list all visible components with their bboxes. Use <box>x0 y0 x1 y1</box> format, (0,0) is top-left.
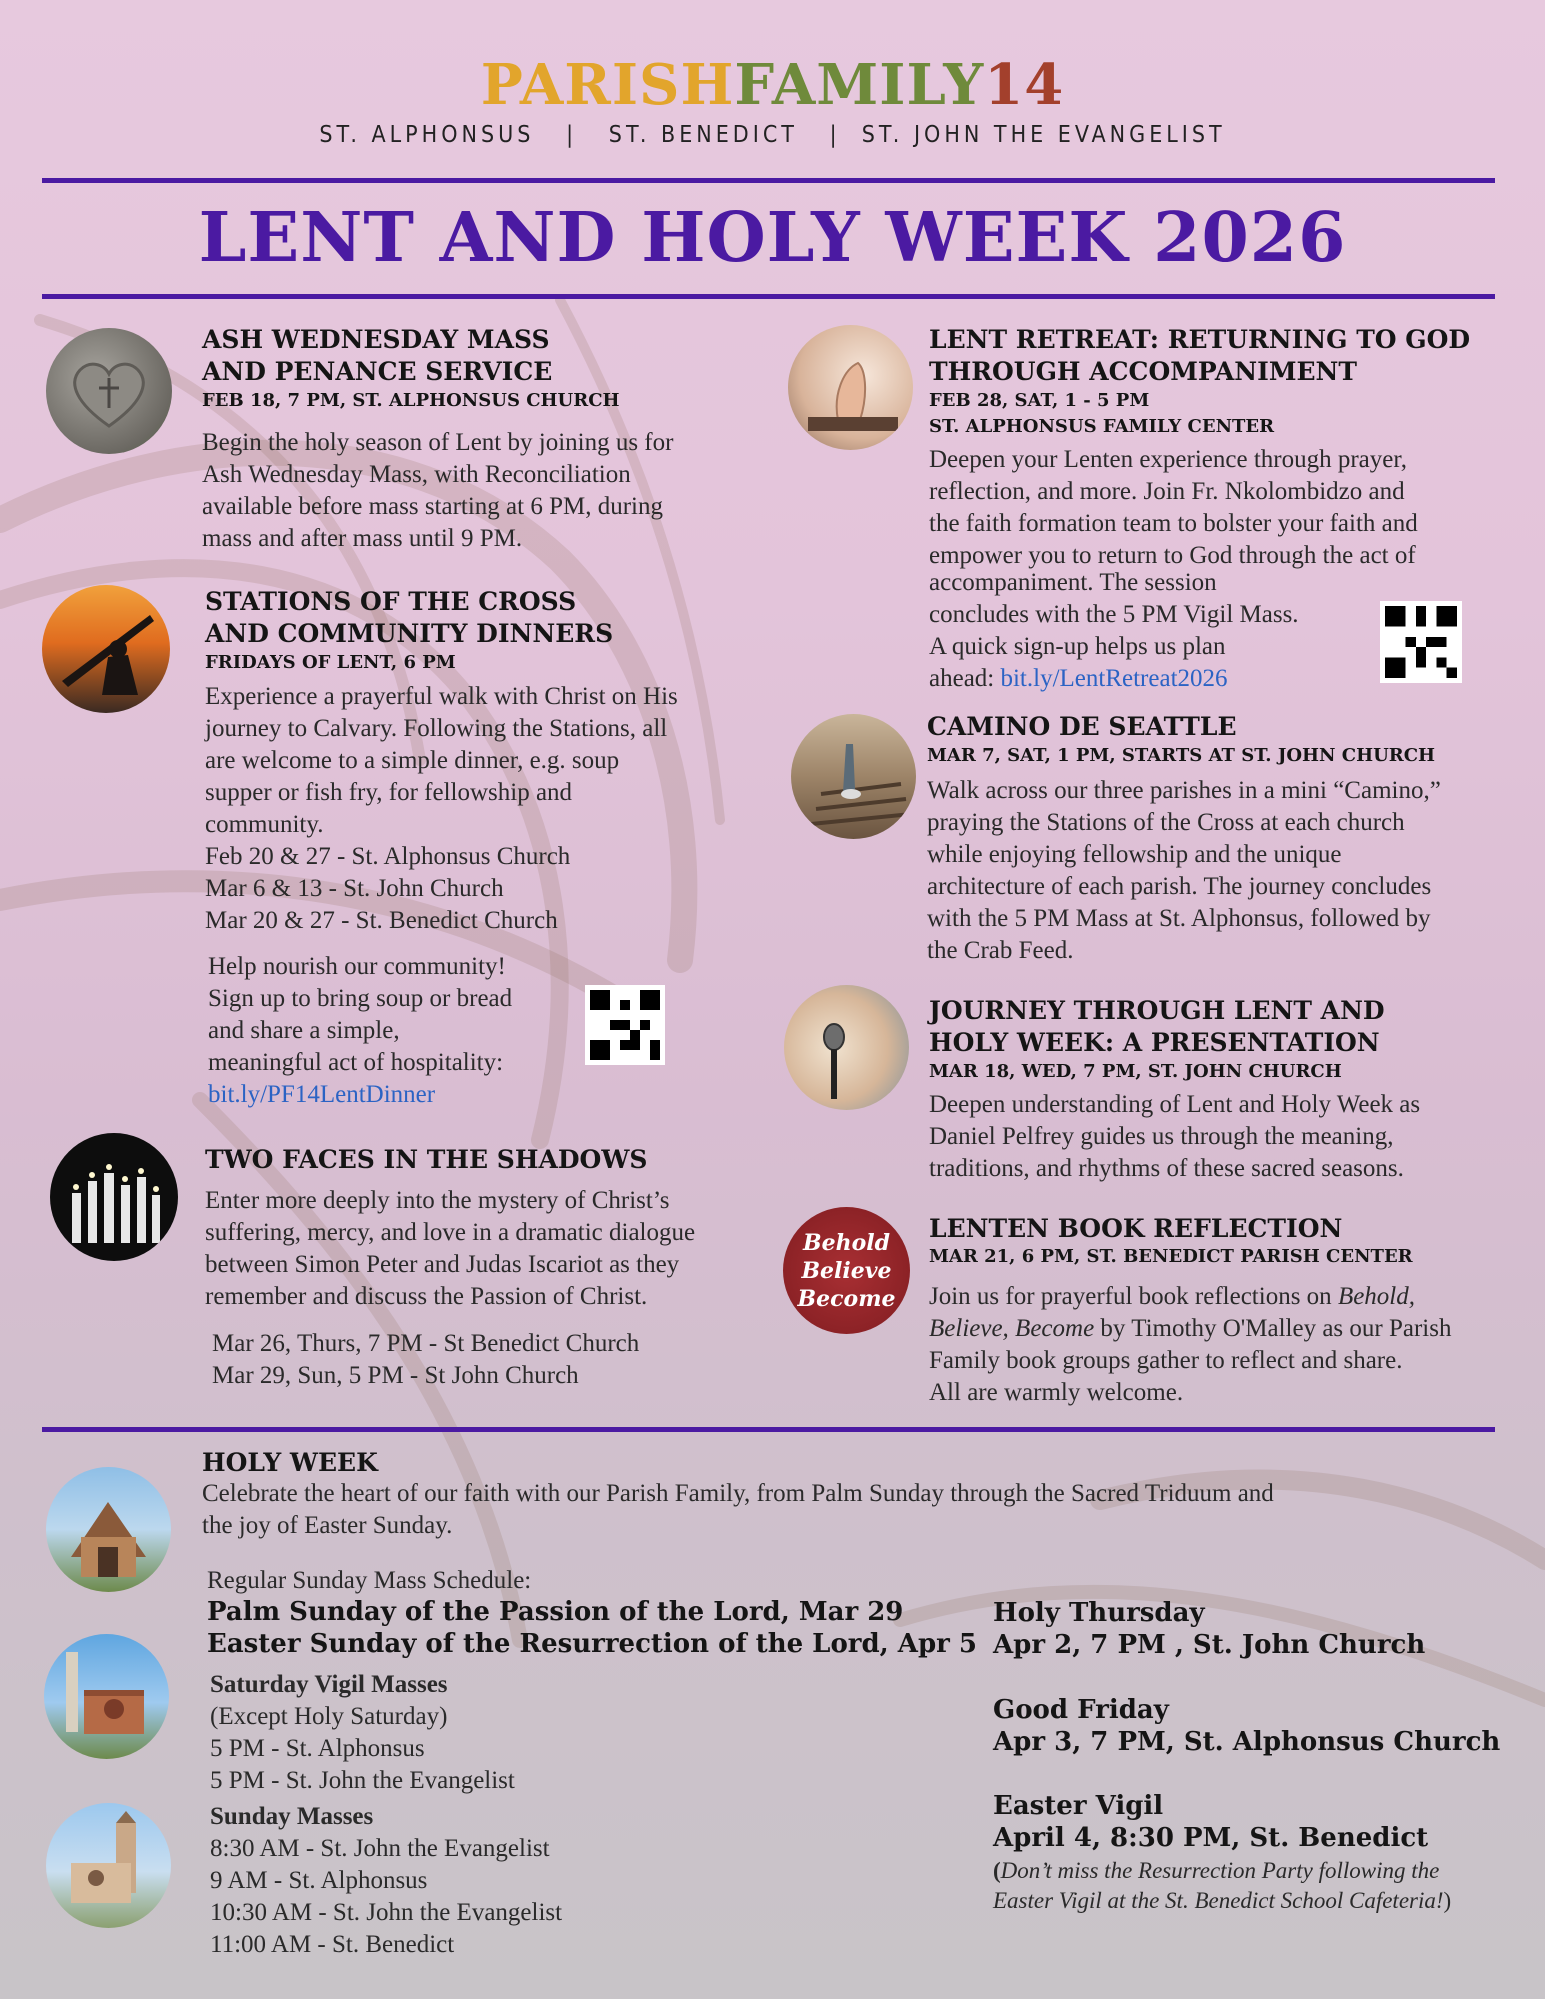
holy-thursday-detail: Apr 2, 7 PM , St. John Church <box>993 1630 1426 1660</box>
easter-vigil-title: Easter Vigil <box>993 1791 1164 1821</box>
easter-vigil-detail: April 4, 8:30 PM, St. Benedict <box>993 1823 1429 1853</box>
sunday-masses: Sunday Masses 8:30 AM - St. John the Evangelist 9 AM - St. Alphonsus 10:30 AM - St. John the Evangelist 11:00 AM - St. Benedict <box>210 1803 563 1958</box>
saturday-vigil-masses: Saturday Vigil Masses (Except Holy Saturday) 5 PM - St. Alphonsus 5 PM - St. John the Evangelist <box>210 1671 515 1794</box>
book-badge-image <box>783 1207 910 1334</box>
page-title: LENT AND HOLY WEEK 2026 <box>198 198 1347 278</box>
retreat-body-cont: accompaniment. The session concludes with the 5 PM Vigil Mass. A quick sign-up helps us plan ahead: bit.ly/LentRetreat2026 <box>929 569 1299 692</box>
retreat-qr-code[interactable] <box>1380 601 1462 683</box>
camino-title: CAMINO DE SEATTLE <box>927 712 1237 741</box>
divider-top <box>42 178 1495 183</box>
stations-title-2: AND COMMUNITY DINNERS <box>205 619 614 648</box>
journey-subtitle: MAR 18, WED, 7 PM, ST. JOHN CHURCH <box>929 1061 1342 1082</box>
praying-hands-image <box>788 325 913 450</box>
easter-sunday: Easter Sunday of the Resurrection of the Lord, Apr 5 <box>207 1629 977 1659</box>
retreat-location: ST. ALPHONSUS FAMILY CENTER <box>929 416 1275 437</box>
regular-schedule-label: Regular Sunday Mass Schedule: <box>207 1567 532 1594</box>
retreat-date: FEB 28, SAT, 1 - 5 PM <box>929 390 1150 411</box>
faces-body: Enter more deeply into the mystery of Christ’s suffering, mercy, and love in a dramatic dialogue between Simon Peter and Judas Iscariot as they remember and discuss the Passion of Christ. <box>205 1187 696 1310</box>
church-st-benedict-image <box>46 1803 171 1928</box>
dinner-signup-link[interactable]: bit.ly/PF14LentDinner <box>208 1081 436 1108</box>
resurrection-party-note: (Don’t miss the Resurrection Party following the Easter Vigil at the St. Benedict School Cafeteria!) <box>993 1858 1452 1913</box>
retreat-title-2: THROUGH ACCOMPANIMENT <box>929 357 1358 386</box>
palm-sunday: Palm Sunday of the Passion of the Lord, Mar 29 <box>207 1597 904 1627</box>
ash-body: Begin the holy season of Lent by joining us for Ash Wednesday Mass, with Reconciliation available before mass starting at 6 PM, during mass and after mass until 9 PM. <box>202 429 674 552</box>
journey-title-1: JOURNEY THROUGH LENT AND <box>929 996 1385 1025</box>
walking-feet-image <box>791 714 916 839</box>
book-title: LENTEN BOOK REFLECTION <box>929 1214 1343 1243</box>
divider-holy-week <box>42 1427 1495 1432</box>
retreat-body: Deepen your Lenten experience through prayer, reflection, and more. Join Fr. Nkolombidzo and the faith formation team to bolster your faith and empower you to return to God through the act of <box>929 446 1418 569</box>
dinner-qr-code[interactable] <box>585 985 665 1065</box>
camino-subtitle: MAR 7, SAT, 1 PM, STARTS AT ST. JOHN CHURCH <box>927 745 1436 766</box>
stations-subtitle: FRIDAYS OF LENT, 6 PM <box>205 652 456 673</box>
parish-family-logo: PARISHFAMILY14 <box>480 52 1065 118</box>
camino-body: Walk across our three parishes in a mini “Camino,” praying the Stations of the Cross at each church while enjoying fellowship and the unique architecture of each parish. The journey concludes with the 5 PM Mass at St. Alphonsus, followed by the Crab Feed. <box>927 777 1441 964</box>
holy-thursday-title: Holy Thursday <box>993 1598 1205 1628</box>
church-st-john-image <box>44 1634 169 1759</box>
book-subtitle: MAR 21, 6 PM, ST. BENEDICT PARISH CENTER <box>929 1246 1413 1267</box>
microphone-image <box>784 985 909 1110</box>
badge-line-behold: Behold <box>802 1230 890 1256</box>
faces-title: TWO FACES IN THE SHADOWS <box>205 1145 648 1174</box>
holy-week-title: HOLY WEEK <box>202 1448 378 1477</box>
church-st-alphonsus-image <box>46 1467 171 1592</box>
parish-list: ST. ALPHONSUS | ST. BENEDICT | ST. JOHN THE EVANGELIST <box>319 122 1226 148</box>
retreat-title-1: LENT RETREAT: RETURNING TO GOD <box>929 325 1471 354</box>
good-friday-title: Good Friday <box>993 1695 1169 1725</box>
badge-line-believe: Believe <box>801 1258 892 1284</box>
dinner-signup-text: Help nourish our community! Sign up to bring soup or bread and share a simple, meaningful act of hospitality: bit.ly/PF14LentDinner <box>208 953 513 1108</box>
ash-title-1: ASH WEDNESDAY MASS <box>202 325 550 354</box>
candles-image <box>50 1133 178 1261</box>
book-body: Join us for prayerful book reflections on Behold, Believe, Become by Timothy O'Malley as our Parish Family book groups gather to reflect and share. All are warmly welcome. <box>929 1283 1452 1406</box>
retreat-signup-link[interactable]: bit.ly/LentRetreat2026 <box>1000 665 1228 692</box>
stations-title-1: STATIONS OF THE CROSS <box>205 587 577 616</box>
good-friday-detail: Apr 3, 7 PM, St. Alphonsus Church <box>993 1727 1501 1757</box>
divider-title <box>42 294 1495 299</box>
journey-title-2: HOLY WEEK: A PRESENTATION <box>929 1028 1380 1057</box>
faces-dates: Mar 26, Thurs, 7 PM - St Benedict Church Mar 29, Sun, 5 PM - St John Church <box>212 1330 640 1389</box>
ash-subtitle: FEB 18, 7 PM, ST. ALPHONSUS CHURCH <box>202 390 620 411</box>
stations-body: Experience a prayerful walk with Christ on His journey to Calvary. Following the Stations, all are welcome to a simple dinner, e.g. soup supper or fish fry, for fellowship and community. Feb 20 & 27 - St. Alphonsus Church Mar 6 & 13 - St. John Church Mar 20 & 27 - St. Benedict Church <box>205 683 678 934</box>
holy-week-intro: Celebrate the heart of our faith with our Parish Family, from Palm Sunday through the Sacred Triduum and the joy of Easter Sunday. <box>202 1480 1274 1539</box>
cross-silhouette-image <box>42 585 170 713</box>
ash-heart-image <box>46 328 172 454</box>
badge-line-become: Become <box>797 1286 896 1312</box>
journey-body: Deepen understanding of Lent and Holy Week as Daniel Pelfrey guides us through the meaning, traditions, and rhythms of these sacred seasons. <box>929 1091 1421 1182</box>
ash-title-2: AND PENANCE SERVICE <box>202 357 553 386</box>
